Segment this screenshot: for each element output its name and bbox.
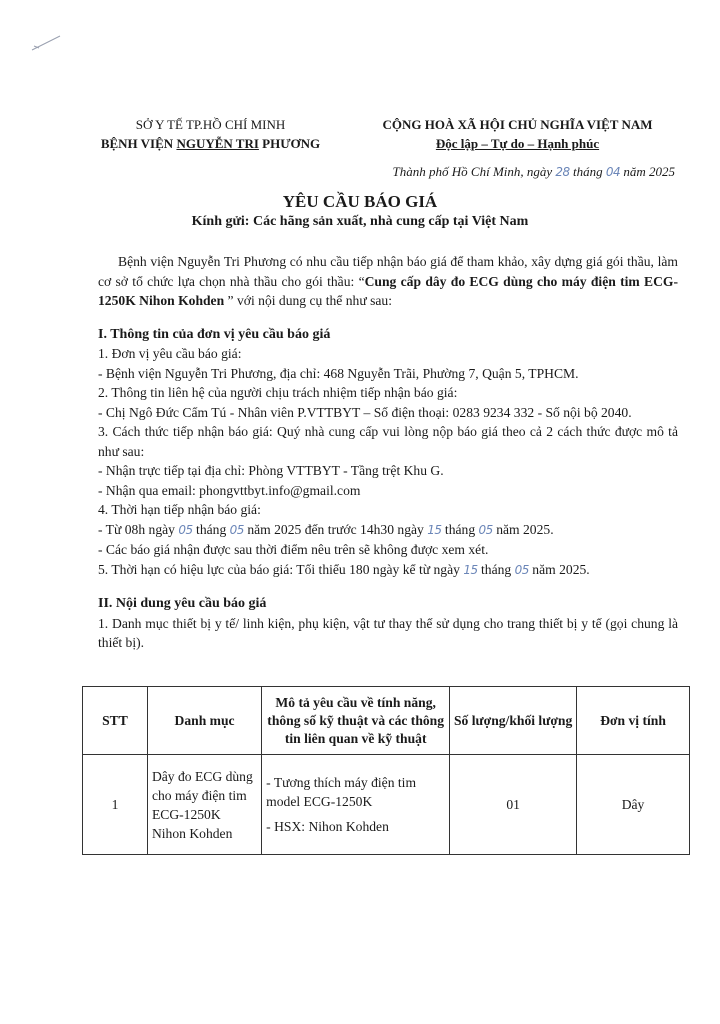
hospital-name-part3: PHƯƠNG [258, 136, 321, 151]
s1-item5-text3: năm 2025. [528, 561, 590, 577]
department-name: SỞ Y TẾ TP.HỒ CHÍ MINH [135, 117, 286, 132]
s1-item1: 1. Đơn vị yêu cầu báo giá: [98, 346, 242, 361]
cell-stt: 1 [83, 755, 148, 855]
s1-item4-a-day1: 05 [178, 522, 193, 537]
table-row [83, 755, 690, 855]
s1-item3-a: - Nhận trực tiếp tại địa chỉ: Phòng VTTBYT - Tầng trệt Khu G. [98, 463, 444, 478]
header-stt: STT [83, 687, 148, 755]
s1-item5-day: 15 [463, 562, 478, 577]
country-name: CỘNG HOÀ XÃ HỘI CHỦ NGHĨA VIỆT NAM [382, 117, 653, 132]
intro-part2: ” với nội dung cụ thể như sau: [224, 293, 392, 308]
pen-mark [30, 34, 66, 54]
document-body [98, 252, 678, 653]
cell-danh-muc: Dây đo ECG dùng cho máy điện tim ECG-1250K Nihon Kohden [147, 755, 261, 855]
s1-item4-a-month1: 05 [229, 522, 244, 537]
motto [350, 134, 685, 153]
s1-item3-b: - Nhận qua email: phongvttbyt.info@gmail.com [98, 482, 361, 498]
date-line [330, 164, 675, 180]
header-mo-ta: Mô tả yêu cầu về tính năng, thông số kỹ thuật và các thông tin liên quan về kỹ thuật [262, 687, 450, 755]
s1-item1-detail: - Bệnh viện Nguyễn Tri Phương, địa chỉ: 468 Nguyễn Trãi, Phường 7, Quận 5, TPHCM. [98, 365, 579, 381]
section2-heading: II. Nội dung yêu cầu báo giá [98, 596, 267, 611]
s1-item4-a-text1: - Từ 08h ngày [98, 521, 179, 537]
date-prefix: Thành phố Hồ Chí Minh, ngày [392, 164, 556, 179]
document-title: YÊU CẦU BÁO GIÁ [282, 192, 438, 211]
s1-item5-text2: tháng [477, 561, 515, 577]
hospital-name-part2: NGUYỄN TRI [176, 136, 259, 151]
s1-item2-detail: - Chị Ngô Đức Cẩm Tú - Nhân viên P.VTTBYT – Số điện thoại: 0283 9234 332 - Số nội bộ 2040. [98, 404, 632, 420]
s1-item5 [98, 560, 678, 581]
cell-mo-ta-line1: - Tương thích máy điện tim model ECG-1250K [266, 775, 417, 809]
cell-mo-ta-line2: - HSX: Nihon Kohden [266, 819, 389, 834]
date-month: 04 [605, 165, 621, 179]
s1-item4-a-text3: năm 2025 đến trước 14h30 ngày [243, 521, 428, 537]
cell-mo-ta [262, 755, 450, 855]
s1-item3: 3. Cách thức tiếp nhận báo giá: Quý nhà cung cấp vui lòng nộp báo giá theo cả 2 cách thức được mô tả như sau: [98, 424, 678, 459]
hospital-name-part1: BỆNH VIỆN [100, 136, 177, 151]
s1-item5-month: 05 [514, 562, 529, 577]
s1-item4-a [98, 520, 678, 541]
intro-paragraph [98, 252, 678, 311]
s1-item4-a-day2: 15 [427, 522, 442, 537]
package-name: Cung cấp dây đo ECG dùng cho máy điện tim ECG-1250K Nihon Kohden [98, 273, 678, 308]
s1-item4-a-text5: năm 2025. [492, 521, 554, 537]
intro-part1: Bệnh viện Nguyễn Tri Phương có nhu cầu tiếp nhận báo giá để tham khảo, xây dựng giá gói thầu, làm cơ sở tổ chức lựa chọn nhà thầu cho gói thầu: “ [98, 254, 678, 289]
cell-don-vi: Dây [577, 755, 690, 855]
hospital-name [78, 134, 343, 153]
s2-item1: 1. Danh mục thiết bị y tế/ linh kiện, phụ kiện, vật tư thay thế sử dụng cho trang thiết bị y tế (gọi chung là thiết bị). [98, 615, 678, 650]
national-header [350, 115, 685, 153]
header-danh-muc: Danh mục [147, 687, 261, 755]
s1-item4-b: - Các báo giá nhận được sau thời điểm nêu trên sẽ không được xem xét. [98, 542, 489, 557]
header-don-vi: Đơn vị tính [577, 687, 690, 755]
equipment-table [82, 686, 690, 855]
header-so-luong: Số lượng/khối lượng [450, 687, 577, 755]
s1-item4-a-text4: tháng [441, 521, 479, 537]
issuer-header [78, 115, 343, 153]
s1-item4: 4. Thời hạn tiếp nhận báo giá: [98, 502, 261, 517]
date-suffix: năm 2025 [620, 164, 675, 179]
cell-so-luong: 01 [450, 755, 577, 855]
s1-item2: 2. Thông tin liên hệ của người chịu trách nhiệm tiếp nhận báo giá: [98, 385, 458, 400]
date-month-label: tháng [569, 164, 606, 179]
s1-item4-a-month2: 05 [478, 522, 493, 537]
document-subtitle: Kính gửi: Các hãng sản xuất, nhà cung cấp tại Việt Nam [191, 214, 529, 229]
s1-item4-a-text2: tháng [192, 521, 230, 537]
s1-item5-text1: 5. Thời hạn có hiệu lực của báo giá: Tối thiểu 180 ngày kể từ ngày [98, 561, 464, 577]
section1-heading: I. Thông tin của đơn vị yêu cầu báo giá [98, 326, 331, 342]
table-header-row [83, 687, 690, 755]
motto-text: Độc lập – Tự do – Hạnh phúc [435, 136, 600, 151]
date-day: 28 [555, 165, 570, 179]
